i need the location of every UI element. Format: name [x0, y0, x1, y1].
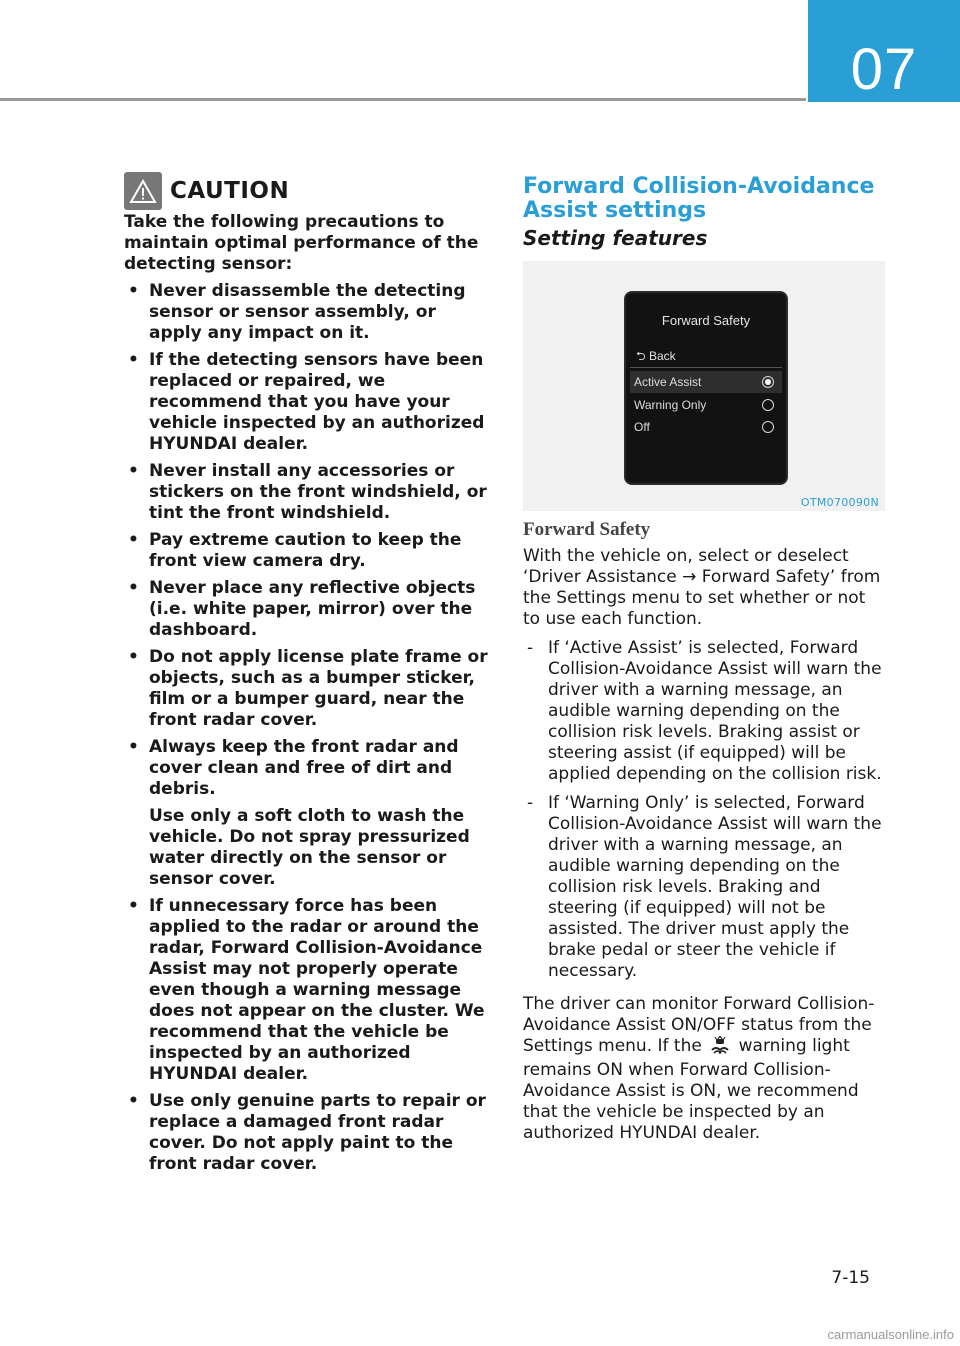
- warning-triangle-icon: [124, 172, 162, 210]
- caution-item: • If unnecessary force has been applied to the radar or around the radar, Forward Collision-Avoidance Assist may not properly operate even though a warning message does not appear on the cluster. We recommend that the vehicle be inspected by an authorized HYUNDAI dealer.: [124, 896, 492, 1085]
- caution-item: • Never disassemble the detecting sensor or sensor assembly, or apply any impact on it.: [124, 281, 492, 344]
- forward-collision-warning-icon: [709, 1036, 731, 1060]
- option-description: - If ‘Warning Only’ is selected, Forward Collision-Avoidance Assist will warn the driver with a warning message, an audible warning depending on the collision risk levels. Braking and steering (if equipped) will not be assisted. The driver must apply the brake pedal or steer the vehicle if necessary.: [523, 793, 887, 982]
- settings-section: [523, 172, 887, 1152]
- back-arrow-icon: ⮌: [636, 349, 646, 363]
- watermark: carmanualsonline.info: [827, 1327, 954, 1342]
- caution-item: • If the detecting sensors have been replaced or repaired, we recommend that you have your vehicle inspected by an authorized HYUNDAI dealer.: [124, 350, 492, 455]
- caution-item: • Pay extreme caution to keep the front view camera dry.: [124, 530, 492, 572]
- figure-caption: Forward Safety: [523, 519, 651, 540]
- caution-item-note: Use only a soft cloth to wash the vehicle. Do not spray pressurized water directly on the sensor or sensor cover.: [149, 806, 470, 889]
- section-title: Forward Collision-Avoidance Assist settings: [523, 174, 875, 223]
- caution-item: • Do not apply license plate frame or objects, such as a bumper sticker, film or a bumper guard, near the front radar cover.: [124, 647, 492, 731]
- radio-unselected-icon: [762, 421, 774, 433]
- option-active-assist[interactable]: Active Assist: [630, 371, 782, 393]
- page-number: 7-15: [831, 1268, 870, 1288]
- caution-intro: Take the following precautions to maintain optimal performance of the detecting sensor:: [124, 212, 479, 274]
- option-description: - If ‘Active Assist’ is selected, Forward Collision-Avoidance Assist will warn the driver with a warning message, an audible warning depending on the collision risk levels. Braking assist or steering assist (if equipped) will be applied depending on the collision risk.: [523, 638, 887, 785]
- chapter-number: 07: [850, 37, 918, 102]
- caution-item: • Never install any accessories or stickers on the front windshield, or tint the front windshield.: [124, 461, 492, 524]
- section-subtitle: Setting features: [523, 226, 708, 250]
- caution-box: [124, 172, 492, 1181]
- radio-selected-icon: [762, 376, 774, 388]
- cluster-figure: [523, 261, 885, 511]
- option-warning-only[interactable]: Warning Only: [630, 394, 782, 416]
- caution-item: • Never place any reflective objects (i.e. white paper, mirror) over the dashboard.: [124, 578, 492, 641]
- body-intro: With the vehicle on, select or deselect ‘Driver Assistance → Forward Safety’ from the Settings menu to set whether or not to use each function.: [523, 546, 881, 629]
- caution-item: • Always keep the front radar and cover clean and free of dirt and debris. Use only a soft cloth to wash the vehicle. Do not spray pressurized water directly on the sensor or sensor cover.: [124, 737, 492, 890]
- figure-code: OTM070090N: [800, 496, 879, 509]
- option-descriptions: [523, 638, 887, 982]
- cluster-screen: [624, 291, 788, 485]
- chapter-tab: [808, 0, 960, 102]
- radio-unselected-icon: [762, 399, 774, 411]
- caution-item: • Use only genuine parts to repair or replace a damaged front radar cover. Do not apply paint to the front radar cover.: [124, 1091, 492, 1175]
- screen-divider: [630, 367, 782, 368]
- back-button[interactable]: [636, 347, 676, 368]
- back-label: Back: [648, 349, 676, 363]
- monitor-paragraph: The driver can monitor Forward Collision-Avoidance Assist ON/OFF status from the Settings menu. If the warning light remains ON when Forward Collision-Avoidance Assist is ON, we recommend that the vehicle be inspected by an authorized HYUNDAI dealer.: [523, 994, 875, 1143]
- caution-list: [124, 281, 492, 1175]
- caution-title: CAUTION: [170, 178, 290, 204]
- header-rule: [0, 98, 806, 101]
- caution-header: [124, 172, 492, 210]
- screen-title: Forward Safety: [661, 313, 751, 328]
- option-off[interactable]: Off: [630, 416, 782, 438]
